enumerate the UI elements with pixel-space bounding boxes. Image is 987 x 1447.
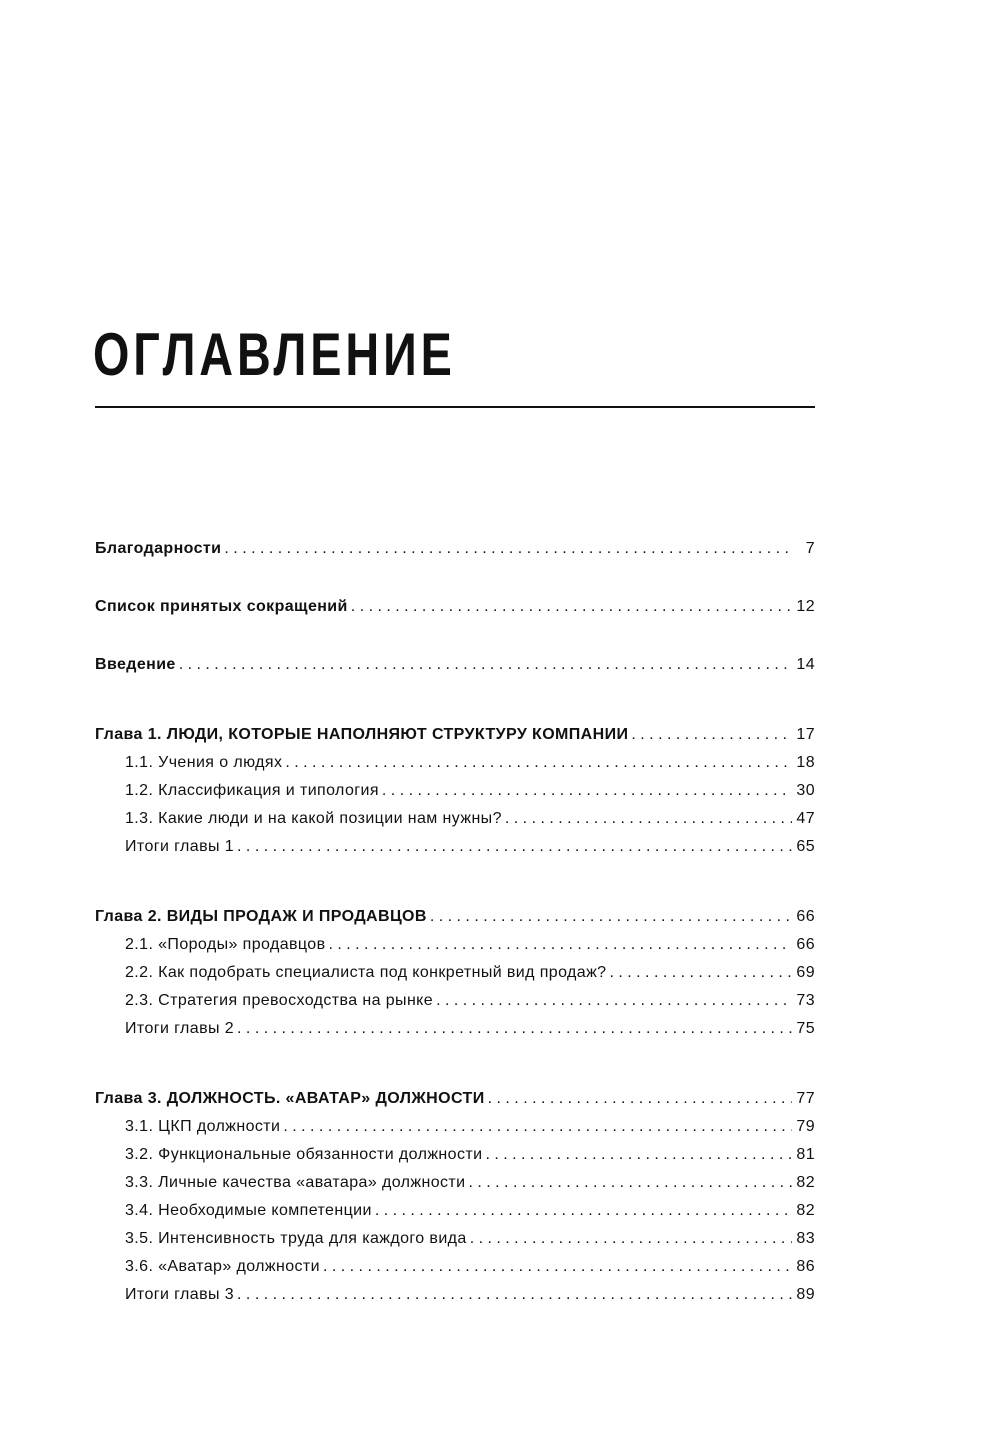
dot-leader xyxy=(505,805,793,833)
dot-leader xyxy=(470,1225,793,1253)
toc-subentry[interactable] xyxy=(95,1197,815,1225)
toc-page-number: 81 xyxy=(796,1146,815,1163)
toc-entry[interactable] xyxy=(95,535,815,563)
toc-entry-label: Список принятых сокращений xyxy=(95,598,348,615)
dot-leader xyxy=(179,651,793,679)
dot-leader xyxy=(488,1085,793,1113)
toc-subentry[interactable] xyxy=(95,1253,815,1281)
dot-leader xyxy=(328,931,792,959)
toc-page-number: 7 xyxy=(805,540,815,557)
toc-entry-label: 1.2. Классификация и типология xyxy=(125,782,379,799)
toc-subentry[interactable] xyxy=(95,1141,815,1169)
toc-page-number: 30 xyxy=(796,782,815,799)
toc-page-number: 18 xyxy=(796,754,815,771)
toc-entry-label: 3.3. Личные качества «аватара» должности xyxy=(125,1174,466,1191)
dot-leader xyxy=(382,777,792,805)
toc-entry-label: Итоги главы 1 xyxy=(125,838,235,855)
dot-leader xyxy=(283,1113,792,1141)
toc-page-number: 82 xyxy=(796,1174,815,1191)
toc-entry-label: Глава 3. ДОЛЖНОСТЬ. «АВАТАР» ДОЛЖНОСТИ xyxy=(95,1090,485,1107)
toc-entry-label: Введение xyxy=(95,656,176,673)
toc-page-number: 77 xyxy=(796,1090,815,1107)
dot-leader xyxy=(323,1253,792,1281)
page-title: ОГЛАВЛЕНИЕ xyxy=(93,321,456,388)
toc-page-number: 73 xyxy=(796,992,815,1009)
toc-entry-label: Глава 2. ВИДЫ ПРОДАЖ И ПРОДАВЦОВ xyxy=(95,908,427,925)
toc-entry-label: 2.1. «Породы» продавцов xyxy=(125,936,326,953)
toc-page-number: 79 xyxy=(796,1118,815,1135)
toc-entry-label: 3.5. Интенсивность труда для каждого вида xyxy=(125,1230,467,1247)
toc-page-number: 75 xyxy=(796,1020,815,1037)
dot-leader xyxy=(436,987,792,1015)
toc-page-number: 66 xyxy=(796,908,815,925)
toc-entry[interactable] xyxy=(95,593,815,621)
toc-page-number: 89 xyxy=(796,1286,815,1303)
toc-subentry[interactable] xyxy=(95,1225,815,1253)
toc-entry-label: 2.2. Как подобрать специалиста под конкретный вид продаж? xyxy=(125,964,607,981)
toc-subentry[interactable] xyxy=(95,959,815,987)
toc-subentry[interactable] xyxy=(95,1015,815,1043)
toc-entry[interactable] xyxy=(95,721,815,749)
dot-leader xyxy=(430,903,793,931)
toc-page-number: 14 xyxy=(796,656,815,673)
toc-entry-label: 1.1. Учения о людях xyxy=(125,754,283,771)
toc-entry[interactable] xyxy=(95,903,815,931)
table-of-contents xyxy=(95,535,815,1309)
toc-page-number: 82 xyxy=(796,1202,815,1219)
toc-entry-label: 2.3. Стратегия превосходства на рынке xyxy=(125,992,434,1009)
toc-subentry[interactable] xyxy=(95,931,815,959)
toc-page-number: 86 xyxy=(796,1258,815,1275)
toc-page-number: 66 xyxy=(796,936,815,953)
toc-entry-label: 3.2. Функциональные обязанности должности xyxy=(125,1146,483,1163)
toc-entry-label: Итоги главы 3 xyxy=(125,1286,235,1303)
dot-leader xyxy=(224,535,793,563)
toc-entry-label: Глава 1. ЛЮДИ, КОТОРЫЕ НАПОЛНЯЮТ СТРУКТУРУ КОМПАНИИ xyxy=(95,726,629,743)
toc-subentry[interactable] xyxy=(95,1113,815,1141)
toc-entry[interactable] xyxy=(95,1085,815,1113)
toc-page-number: 65 xyxy=(796,838,815,855)
toc-entry-label: 3.4. Необходимые компетенции xyxy=(125,1202,372,1219)
toc-subentry[interactable] xyxy=(95,833,815,861)
toc-subentry[interactable] xyxy=(95,1281,815,1309)
toc-entry[interactable] xyxy=(95,651,815,679)
toc-page-number: 83 xyxy=(796,1230,815,1247)
toc-page-number: 47 xyxy=(796,810,815,827)
toc-entry-label: 3.6. «Аватар» должности xyxy=(125,1258,320,1275)
dot-leader xyxy=(631,721,792,749)
toc-entry-label: 1.3. Какие люди и на какой позиции нам нужны? xyxy=(125,810,502,827)
toc-subentry[interactable] xyxy=(95,1169,815,1197)
title-divider xyxy=(95,406,815,408)
toc-entry-label: Благодарности xyxy=(95,540,222,557)
toc-subentry[interactable] xyxy=(95,749,815,777)
dot-leader xyxy=(485,1141,792,1169)
dot-leader xyxy=(237,833,792,861)
toc-subentry[interactable] xyxy=(95,805,815,833)
dot-leader xyxy=(609,959,792,987)
toc-page-number: 17 xyxy=(796,726,815,743)
dot-leader xyxy=(375,1197,793,1225)
toc-subentry[interactable] xyxy=(95,777,815,805)
toc-page-number: 69 xyxy=(796,964,815,981)
toc-entry-label: 3.1. ЦКП должности xyxy=(125,1118,281,1135)
toc-entry-label: Итоги главы 2 xyxy=(125,1020,235,1037)
dot-leader xyxy=(468,1169,792,1197)
toc-subentry[interactable] xyxy=(95,987,815,1015)
toc-page-number: 12 xyxy=(796,598,815,615)
dot-leader xyxy=(285,749,792,777)
dot-leader xyxy=(237,1281,792,1309)
dot-leader xyxy=(237,1015,792,1043)
dot-leader xyxy=(351,593,793,621)
